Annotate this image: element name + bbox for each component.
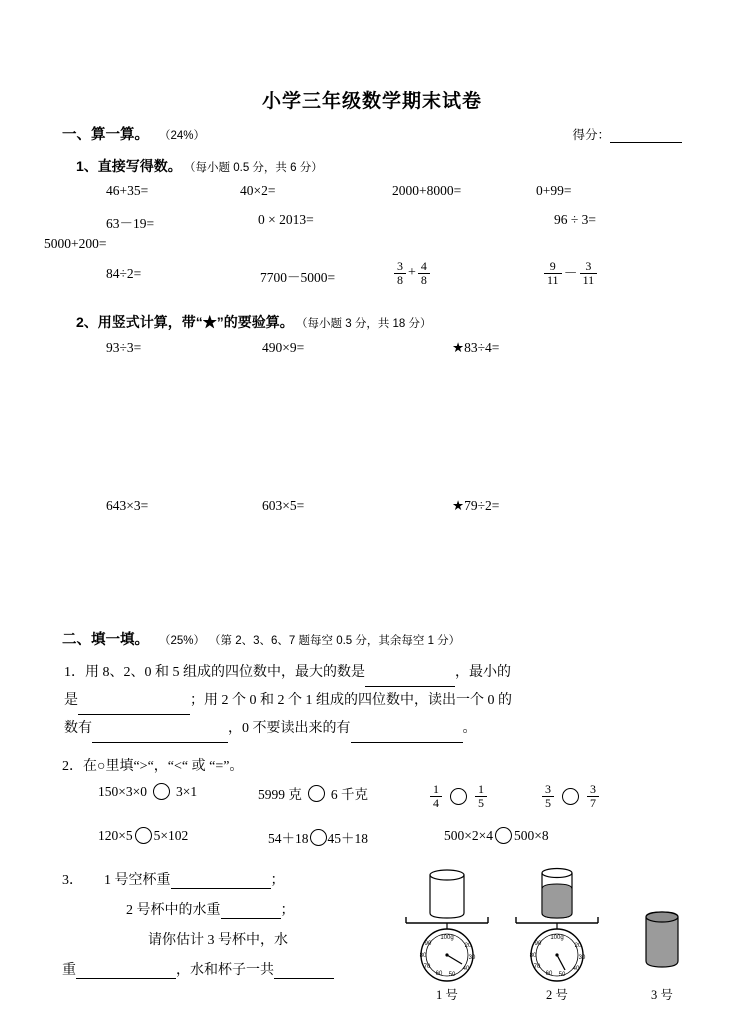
section-1-label: 一、算一算。	[62, 127, 149, 143]
s2q1-number: 1．	[64, 665, 85, 680]
cup-3-label: 3 号	[651, 988, 673, 1002]
svg-text:20: 20	[464, 943, 472, 949]
svg-text:60: 60	[435, 971, 443, 977]
answer-blank[interactable]	[365, 672, 455, 687]
answer-blank[interactable]	[92, 728, 228, 743]
s2q1-part6: ，0 不要读出来的有	[228, 721, 351, 736]
compare-item: 120×5 5×102	[98, 827, 189, 843]
scale-1-drawing	[392, 865, 502, 985]
compare-circle[interactable]	[562, 788, 579, 805]
q1-row-3	[44, 236, 682, 252]
compare-item: 5999 克 6 千克	[258, 783, 368, 803]
s2q3-line2: 2 号杯中的水重 ；	[126, 903, 295, 918]
q1-note: （每小题 0.5 分，共 6 分）	[189, 162, 323, 174]
calc-item: 2000+8000=	[392, 183, 462, 198]
answer-blank[interactable]	[221, 904, 281, 919]
section-1-heading	[62, 123, 682, 144]
svg-text:50: 50	[448, 972, 456, 978]
s2q3-line4: 重 ，水和杯子一共	[62, 959, 334, 979]
fraction-addition	[392, 258, 432, 286]
section-2-note: （第 2、3、6、7 题每空 0.5 分，其余每空 1 分）	[209, 635, 461, 647]
section-2-heading	[62, 628, 682, 649]
s2q1-part1: 用 8、2、0 和 5 组成的四位数中，最大的数是	[85, 665, 365, 680]
vertical-calc-item: ★83÷4=	[452, 340, 500, 355]
svg-text:70: 70	[533, 964, 541, 970]
svg-text:90: 90	[424, 941, 432, 947]
s2q2-number: 2．	[62, 759, 83, 774]
s2q3-line1: 1 号空杯重 ；	[104, 873, 285, 888]
scale-2-drawing	[502, 865, 612, 985]
calc-item: 7700－5000=	[260, 270, 336, 285]
fraction: $\frac{3}{7}$	[587, 783, 599, 809]
compare-row-2	[62, 827, 682, 853]
vertical-calc-item: 603×5=	[262, 498, 305, 513]
vertical-calc-item: ★79÷2=	[452, 498, 500, 513]
fraction-subtraction	[542, 258, 599, 286]
q1-row-1	[62, 183, 682, 205]
s2q1-part4: ；用 2 个 0 和 2 个 1 组成的四位数中，读出一个 0 的	[190, 693, 512, 708]
s2q1-part5: 数有	[64, 721, 92, 736]
fraction: $\frac{3}{8}$	[394, 260, 406, 286]
compare-circle[interactable]	[135, 827, 152, 844]
svg-text:60: 60	[545, 971, 553, 977]
s2q1-part2: ，最小的	[455, 665, 511, 680]
q2-row-2	[62, 498, 682, 522]
s2q1-part7: 。	[462, 721, 477, 736]
q1-heading	[76, 156, 682, 176]
q2-note: （每小题 3 分，共 18 分）	[301, 318, 432, 330]
q2-heading	[76, 312, 682, 332]
svg-text:80: 80	[529, 953, 537, 959]
answer-blank[interactable]	[78, 700, 190, 715]
fraction: $\frac{1}{5}$	[475, 783, 487, 809]
s2q3-line3: 请你估计 3 号杯中，水	[148, 933, 288, 948]
answer-blank[interactable]	[171, 874, 271, 889]
compare-item: 500×2×4 500×8	[444, 827, 549, 843]
s2q1-part3: 是	[64, 693, 78, 708]
section-1-points: （24%）	[159, 130, 206, 142]
calc-item: 46+35=	[106, 183, 149, 198]
compare-item: 54＋18 45＋18	[268, 827, 368, 847]
answer-blank[interactable]	[76, 964, 176, 979]
section-2-label: 二、填一填。	[62, 632, 149, 648]
svg-text:20: 20	[574, 943, 582, 949]
scale-2-label: 2 号	[546, 988, 568, 1002]
fraction: $\frac{1}{4}$	[430, 783, 442, 809]
svg-text:40: 40	[572, 966, 580, 972]
svg-text:70: 70	[423, 964, 431, 970]
vertical-calc-item: 643×3=	[106, 498, 149, 513]
calc-item: 5000+200=	[44, 236, 107, 251]
scale-illustrations	[392, 865, 692, 1000]
calc-item: 96 ÷ 3=	[554, 212, 597, 227]
calc-item: 0 × 2013=	[258, 212, 314, 227]
compare-circle[interactable]	[310, 829, 327, 846]
operator: －	[563, 267, 578, 283]
section2-q3	[62, 869, 682, 1002]
section2-q1	[64, 659, 682, 743]
svg-text:100g: 100g	[440, 935, 454, 941]
fraction: $\frac{3}{5}$	[542, 783, 554, 809]
fraction: $\frac{4}{8}$	[418, 260, 430, 286]
svg-text:30: 30	[468, 955, 476, 961]
compare-item: 150×3×0 3×1	[98, 783, 198, 799]
scale-1-label: 1 号	[436, 988, 458, 1002]
q2-number: 2、	[76, 314, 98, 330]
s2q2-text: 在○里填“>“，“<“ 或 “=”。	[83, 759, 244, 774]
q1-row-2	[62, 212, 682, 234]
q2-work-space-1	[62, 364, 682, 490]
calc-item: 63－19=	[106, 216, 155, 231]
svg-text:100g: 100g	[550, 935, 564, 941]
compare-item-fractions	[428, 783, 489, 809]
q1-text: 直接写得数。	[97, 158, 182, 174]
svg-text:50: 50	[558, 972, 566, 978]
operator: +	[408, 265, 416, 281]
compare-circle[interactable]	[495, 827, 512, 844]
score-box	[572, 125, 682, 143]
calc-item: 84÷2=	[106, 266, 142, 281]
score-label: 得分：	[572, 128, 610, 142]
calc-item: 40×2=	[240, 183, 276, 198]
svg-text:90: 90	[534, 941, 542, 947]
compare-circle[interactable]	[308, 785, 325, 802]
svg-text:40: 40	[462, 966, 470, 972]
s2q3-number: 3．	[62, 873, 83, 888]
cup-3-drawing	[632, 909, 692, 979]
answer-blank[interactable]	[351, 728, 463, 743]
vertical-calc-item: 93÷3=	[106, 340, 142, 355]
compare-row-1	[62, 783, 682, 817]
calc-item: 0+99=	[536, 183, 572, 198]
compare-circle[interactable]	[450, 788, 467, 805]
q1-number: 1、	[76, 158, 98, 174]
page-title: 小学三年级数学期末试卷	[261, 91, 482, 112]
score-blank[interactable]	[610, 129, 682, 143]
compare-item-fractions	[540, 783, 601, 809]
svg-text:30: 30	[578, 955, 586, 961]
q2-text: 用竖式计算，带“★”的要验算。	[97, 314, 294, 330]
fraction: $\frac{9}{11}$	[544, 260, 562, 286]
q1-row-4	[62, 258, 682, 292]
answer-blank[interactable]	[274, 964, 334, 979]
q2-work-space-2	[62, 522, 682, 608]
page-content	[44, 60, 682, 1002]
vertical-calc-item: 490×9=	[262, 340, 305, 355]
svg-text:80: 80	[419, 953, 427, 959]
q2-row-1	[62, 340, 682, 364]
fraction: $\frac{3}{11}$	[580, 260, 598, 286]
compare-circle[interactable]	[153, 783, 170, 800]
section-2-points: （25%）	[159, 635, 206, 647]
section2-q2-heading	[62, 755, 682, 775]
